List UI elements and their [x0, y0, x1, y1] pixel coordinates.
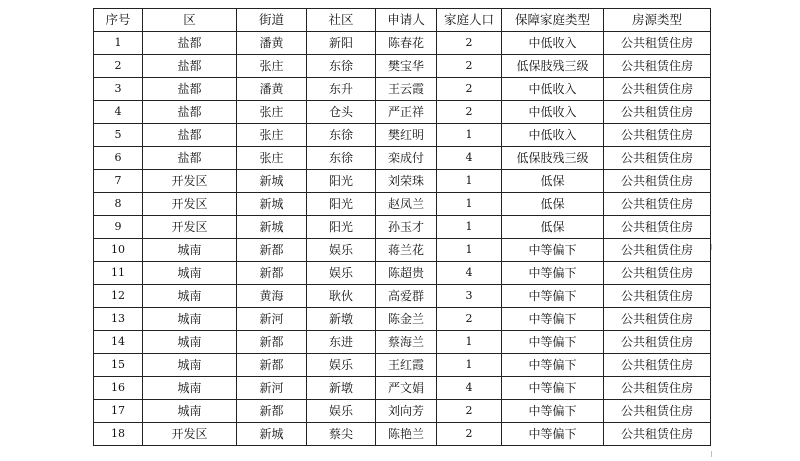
- cell-serial-number: 18: [94, 423, 143, 446]
- table-row: [94, 239, 711, 262]
- header-district: 区: [143, 9, 237, 32]
- cell-community: 阳光: [307, 170, 376, 193]
- cell-street: 张庄: [237, 55, 307, 78]
- cell-applicant: 刘向芳: [376, 400, 437, 423]
- cell-household-type: 中低收入: [502, 32, 604, 55]
- page-edge-mark: [711, 244, 712, 250]
- cell-household-type: 中等偏下: [502, 354, 604, 377]
- header-household-type: 保障家庭类型: [502, 9, 604, 32]
- table-row: [94, 400, 711, 423]
- cell-household-type: 中等偏下: [502, 262, 604, 285]
- cell-district: 开发区: [143, 193, 237, 216]
- cell-household-size: 1: [437, 331, 502, 354]
- cell-household-size: 2: [437, 55, 502, 78]
- cell-housing-type: 公共租赁住房: [604, 285, 711, 308]
- cell-serial-number: 17: [94, 400, 143, 423]
- cell-household-size: 2: [437, 78, 502, 101]
- cell-household-size: 3: [437, 285, 502, 308]
- cell-serial-number: 14: [94, 331, 143, 354]
- cell-household-type: 低保: [502, 216, 604, 239]
- header-housing-type: 房源类型: [604, 9, 711, 32]
- cell-household-size: 1: [437, 239, 502, 262]
- cell-household-type: 中等偏下: [502, 400, 604, 423]
- cell-community: 东徐: [307, 124, 376, 147]
- cell-housing-type: 公共租赁住房: [604, 55, 711, 78]
- cell-serial-number: 1: [94, 32, 143, 55]
- cell-community: 仓头: [307, 101, 376, 124]
- cell-housing-type: 公共租赁住房: [604, 78, 711, 101]
- cell-housing-type: 公共租赁住房: [604, 400, 711, 423]
- cell-community: 耿伙: [307, 285, 376, 308]
- cell-household-size: 2: [437, 400, 502, 423]
- cell-street: 潘黄: [237, 32, 307, 55]
- cell-street: 新都: [237, 354, 307, 377]
- table-row: [94, 55, 711, 78]
- cell-household-type: 中低收入: [502, 78, 604, 101]
- cell-household-type: 中低收入: [502, 101, 604, 124]
- cell-district: 开发区: [143, 216, 237, 239]
- cell-district: 城南: [143, 262, 237, 285]
- cell-household-type: 低保: [502, 170, 604, 193]
- cell-applicant: 严正祥: [376, 101, 437, 124]
- cell-housing-type: 公共租赁住房: [604, 101, 711, 124]
- cell-street: 张庄: [237, 101, 307, 124]
- cell-district: 盐都: [143, 124, 237, 147]
- cell-housing-type: 公共租赁住房: [604, 423, 711, 446]
- cell-household-type: 中等偏下: [502, 377, 604, 400]
- table-row: [94, 262, 711, 285]
- cell-applicant: 陈超贵: [376, 262, 437, 285]
- cell-street: 新都: [237, 331, 307, 354]
- cell-household-size: 4: [437, 377, 502, 400]
- cell-community: 东进: [307, 331, 376, 354]
- cell-street: 黄海: [237, 285, 307, 308]
- table-row: [94, 377, 711, 400]
- cell-district: 城南: [143, 331, 237, 354]
- cell-applicant: 刘荣珠: [376, 170, 437, 193]
- cell-serial-number: 12: [94, 285, 143, 308]
- header-community: 社区: [307, 9, 376, 32]
- cell-applicant: 严文娟: [376, 377, 437, 400]
- table-row: [94, 147, 711, 170]
- cell-housing-type: 公共租赁住房: [604, 308, 711, 331]
- cell-street: 新城: [237, 170, 307, 193]
- cell-applicant: 王云霞: [376, 78, 437, 101]
- cell-street: 新河: [237, 377, 307, 400]
- cell-street: 新城: [237, 216, 307, 239]
- cell-housing-type: 公共租赁住房: [604, 354, 711, 377]
- cell-serial-number: 13: [94, 308, 143, 331]
- cell-housing-type: 公共租赁住房: [604, 147, 711, 170]
- cell-housing-type: 公共租赁住房: [604, 170, 711, 193]
- table-row: [94, 193, 711, 216]
- cell-household-type: 低保肢残三级: [502, 55, 604, 78]
- cell-street: 新都: [237, 239, 307, 262]
- housing-allocation-table: [93, 8, 711, 446]
- cell-street: 新河: [237, 308, 307, 331]
- table-row: [94, 354, 711, 377]
- table-row: [94, 285, 711, 308]
- cell-household-size: 1: [437, 193, 502, 216]
- cell-household-type: 中等偏下: [502, 423, 604, 446]
- cell-street: 张庄: [237, 124, 307, 147]
- table-row: [94, 423, 711, 446]
- cell-serial-number: 15: [94, 354, 143, 377]
- cell-district: 盐都: [143, 78, 237, 101]
- cell-household-size: 1: [437, 216, 502, 239]
- cell-district: 盐都: [143, 101, 237, 124]
- cell-serial-number: 10: [94, 239, 143, 262]
- table-row: [94, 216, 711, 239]
- cell-district: 开发区: [143, 423, 237, 446]
- cell-community: 新阳: [307, 32, 376, 55]
- cell-serial-number: 11: [94, 262, 143, 285]
- table-row: [94, 32, 711, 55]
- cell-community: 东徐: [307, 147, 376, 170]
- cell-applicant: 蔡海兰: [376, 331, 437, 354]
- cell-household-size: 1: [437, 124, 502, 147]
- cell-applicant: 陈艳兰: [376, 423, 437, 446]
- cell-household-type: 中等偏下: [502, 308, 604, 331]
- cell-street: 新都: [237, 400, 307, 423]
- cell-household-size: 4: [437, 262, 502, 285]
- cell-community: 阳光: [307, 193, 376, 216]
- cell-applicant: 赵凤兰: [376, 193, 437, 216]
- cell-household-type: 低保: [502, 193, 604, 216]
- cell-serial-number: 2: [94, 55, 143, 78]
- cell-serial-number: 7: [94, 170, 143, 193]
- cell-household-type: 中等偏下: [502, 285, 604, 308]
- cell-community: 娱乐: [307, 354, 376, 377]
- table-row: [94, 331, 711, 354]
- cell-district: 城南: [143, 239, 237, 262]
- cell-applicant: 樊宝华: [376, 55, 437, 78]
- table-row: [94, 78, 711, 101]
- cell-street: 张庄: [237, 147, 307, 170]
- cell-street: 新都: [237, 262, 307, 285]
- cell-household-size: 2: [437, 308, 502, 331]
- cell-district: 盐都: [143, 55, 237, 78]
- cell-street: 新城: [237, 193, 307, 216]
- cell-district: 城南: [143, 354, 237, 377]
- cell-household-size: 4: [437, 147, 502, 170]
- cell-serial-number: 3: [94, 78, 143, 101]
- cell-district: 盐都: [143, 32, 237, 55]
- cell-serial-number: 4: [94, 101, 143, 124]
- cell-community: 蔡尖: [307, 423, 376, 446]
- cell-community: 东徐: [307, 55, 376, 78]
- cell-applicant: 孙玉才: [376, 216, 437, 239]
- cell-household-size: 2: [437, 423, 502, 446]
- header-household-size: 家庭人口: [437, 9, 502, 32]
- cell-district: 城南: [143, 285, 237, 308]
- page-edge-mark: [711, 451, 712, 457]
- cell-community: 新墩: [307, 308, 376, 331]
- cell-housing-type: 公共租赁住房: [604, 239, 711, 262]
- cell-serial-number: 6: [94, 147, 143, 170]
- table-header-row: [94, 9, 711, 32]
- cell-applicant: 陈金兰: [376, 308, 437, 331]
- table-row: [94, 101, 711, 124]
- table-row: [94, 124, 711, 147]
- cell-community: 娱乐: [307, 262, 376, 285]
- cell-housing-type: 公共租赁住房: [604, 193, 711, 216]
- cell-serial-number: 16: [94, 377, 143, 400]
- cell-applicant: 王红霞: [376, 354, 437, 377]
- cell-applicant: 樊红明: [376, 124, 437, 147]
- cell-community: 娱乐: [307, 400, 376, 423]
- cell-community: 娱乐: [307, 239, 376, 262]
- cell-district: 城南: [143, 377, 237, 400]
- cell-community: 东升: [307, 78, 376, 101]
- cell-applicant: 高爱群: [376, 285, 437, 308]
- cell-district: 盐都: [143, 147, 237, 170]
- cell-serial-number: 9: [94, 216, 143, 239]
- cell-community: 新墩: [307, 377, 376, 400]
- cell-household-type: 中等偏下: [502, 331, 604, 354]
- cell-district: 城南: [143, 308, 237, 331]
- header-applicant: 申请人: [376, 9, 437, 32]
- cell-applicant: 蒋兰花: [376, 239, 437, 262]
- cell-housing-type: 公共租赁住房: [604, 124, 711, 147]
- cell-housing-type: 公共租赁住房: [604, 32, 711, 55]
- cell-applicant: 栾成付: [376, 147, 437, 170]
- table-row: [94, 308, 711, 331]
- cell-household-size: 2: [437, 101, 502, 124]
- cell-household-type: 中低收入: [502, 124, 604, 147]
- cell-street: 新城: [237, 423, 307, 446]
- cell-housing-type: 公共租赁住房: [604, 377, 711, 400]
- cell-serial-number: 5: [94, 124, 143, 147]
- cell-housing-type: 公共租赁住房: [604, 331, 711, 354]
- cell-street: 潘黄: [237, 78, 307, 101]
- cell-applicant: 陈春花: [376, 32, 437, 55]
- header-street: 街道: [237, 9, 307, 32]
- cell-household-size: 2: [437, 32, 502, 55]
- cell-household-type: 中等偏下: [502, 239, 604, 262]
- cell-household-size: 1: [437, 170, 502, 193]
- table-row: [94, 170, 711, 193]
- table-body: [94, 32, 711, 446]
- cell-serial-number: 8: [94, 193, 143, 216]
- cell-housing-type: 公共租赁住房: [604, 216, 711, 239]
- cell-household-size: 1: [437, 354, 502, 377]
- cell-housing-type: 公共租赁住房: [604, 262, 711, 285]
- cell-household-type: 低保肢残三级: [502, 147, 604, 170]
- cell-community: 阳光: [307, 216, 376, 239]
- cell-district: 城南: [143, 400, 237, 423]
- cell-district: 开发区: [143, 170, 237, 193]
- header-serial-number: 序号: [94, 9, 143, 32]
